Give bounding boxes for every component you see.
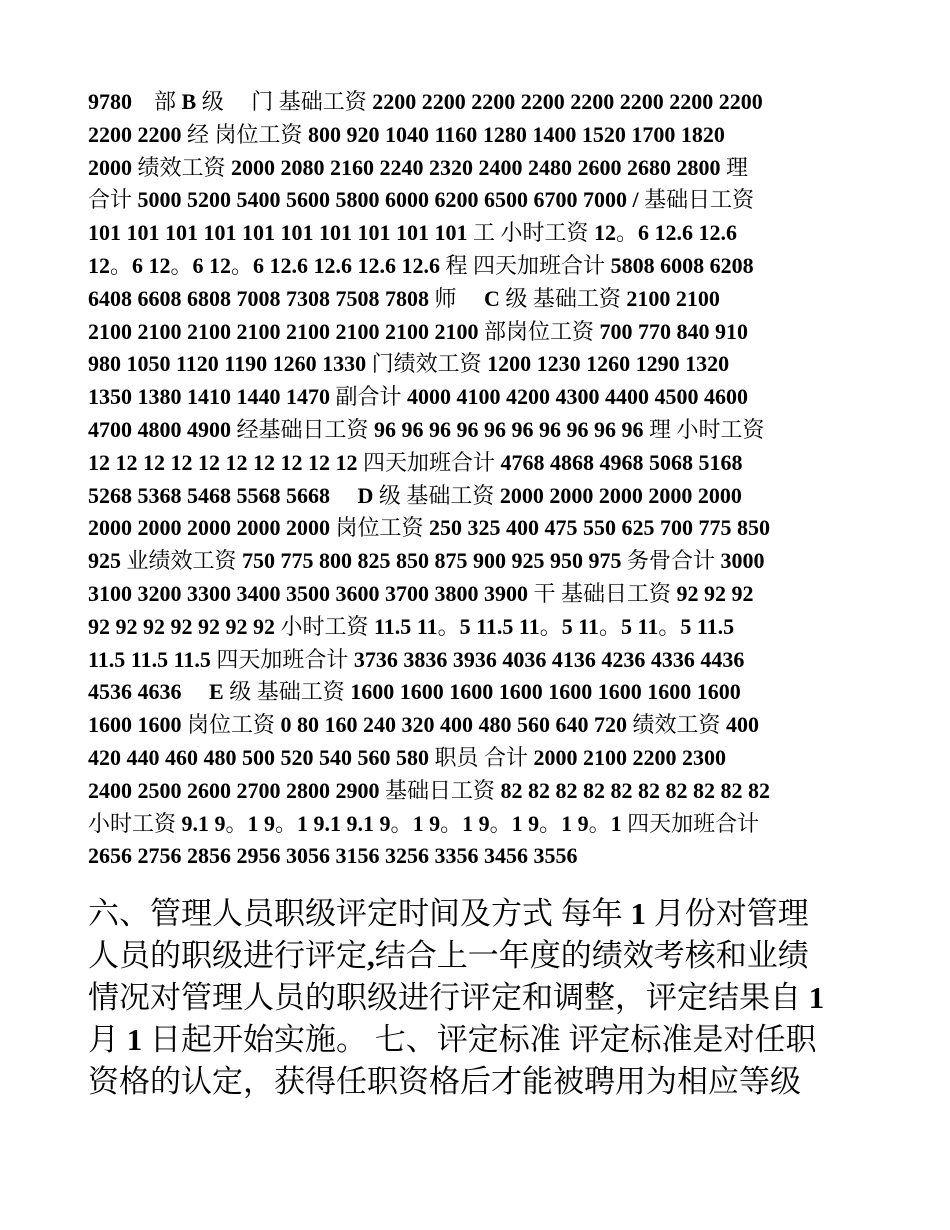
salary-table-line: 980 1050 1120 1190 1260 1330 门绩效工资 1200 1230 1260 1290 1320 xyxy=(88,351,730,377)
salary-table-line: 2200 2200 经 岗位工资 800 920 1040 1160 1280 1400 1520 1700 1820 xyxy=(88,121,725,147)
salary-table-line: 92 92 92 92 92 92 92 小时工资 11.5 11。5 11.5 11。5 11。5 11。5 11.5 xyxy=(88,613,735,639)
salary-table-line: 4700 4800 4900 经基础日工资 96 96 96 96 96 96 96 96 96 96 理 小时工资 xyxy=(88,416,765,442)
salary-table-line: 6408 6608 6808 7008 7308 7508 7808 师 C 级 基础工资 2100 2100 xyxy=(88,285,720,311)
salary-table-line: 2400 2500 2600 2700 2800 2900 基础日工资 82 82 82 82 82 82 82 82 82 82 xyxy=(88,777,771,803)
salary-table-line: 12 12 12 12 12 12 12 12 12 12 四天加班合计 4768 4868 4968 5068 5168 xyxy=(88,449,743,475)
section-line: 六、管理人员职级评定时间及方式 每年 1 月份对管理 xyxy=(88,896,809,932)
salary-table-line: 12。6 12。6 12。6 12.6 12.6 12.6 12.6 程 四天加班合计 5808 6008 6208 xyxy=(88,252,754,278)
section-text xyxy=(88,893,863,1103)
section-line: 人员的职级进行评定,结合上一年度的绩效考核和业绩 xyxy=(88,938,809,974)
salary-table-line: 2000 绩效工资 2000 2080 2160 2240 2320 2400 2480 2600 2680 2800 理 xyxy=(88,154,749,180)
salary-table-line: 925 业绩效工资 750 775 800 825 850 875 900 925 950 975 务骨合计 3000 xyxy=(88,548,765,574)
salary-table-line: 9780 部 B 级 门 基础工资 2200 2200 2200 2200 2200 2200 2200 2200 xyxy=(88,89,763,114)
salary-table-line: 小时工资 9.1 9。1 9。1 9.1 9.1 9。1 9。1 9。1 9。1 9。1 四天加班合计 xyxy=(88,810,760,836)
section-line: 月 1 日起开始实施。 七、评定标准 评定标准是对任职 xyxy=(88,1022,817,1058)
section-line: 情况对管理人员的职级进行评定和调整，评定结果自 1 xyxy=(88,980,825,1016)
salary-table-line: 1600 1600 岗位工资 0 80 160 240 320 400 480 560 640 720 绩效工资 400 xyxy=(88,712,760,738)
salary-table-line: 合计 5000 5200 5400 5600 5800 6000 6200 6500 6700 7000 / 基础日工资 xyxy=(88,187,755,213)
salary-table-line: 3100 3200 3300 3400 3500 3600 3700 3800 3900 干 基础日工资 92 92 92 xyxy=(88,580,754,606)
salary-table-line: 2656 2756 2856 2956 3056 3156 3256 3356 3456 3556 xyxy=(88,843,578,869)
salary-table-line: 420 440 460 480 500 520 540 560 580 职员 合计 2000 2100 2200 2300 xyxy=(88,744,727,770)
salary-table-line: 2100 2100 2100 2100 2100 2100 2100 2100 部岗位工资 700 770 840 910 xyxy=(88,318,749,344)
salary-table-text xyxy=(88,86,863,873)
document-page xyxy=(88,86,863,1103)
salary-table-line: 4536 4636 E 级 基础工资 1600 1600 1600 1600 1600 1600 1600 1600 xyxy=(88,679,741,705)
section-line: 资格的认定，获得任职资格后才能被聘用为相应等级 xyxy=(88,1064,801,1100)
salary-table-line: 5268 5368 5468 5568 5668 D 级 基础工资 2000 2000 2000 2000 2000 xyxy=(88,482,742,508)
salary-table-line: 101 101 101 101 101 101 101 101 101 101 工 小时工资 12。6 12.6 12.6 xyxy=(88,220,738,246)
salary-table-line: 11.5 11.5 11.5 四天加班合计 3736 3836 3936 4036 4136 4236 4336 4436 xyxy=(88,646,745,672)
salary-table-line: 2000 2000 2000 2000 2000 岗位工资 250 325 400 475 550 625 700 775 850 xyxy=(88,515,771,541)
salary-table-line: 1350 1380 1410 1440 1470 副合计 4000 4100 4200 4300 4400 4500 4600 xyxy=(88,384,749,410)
